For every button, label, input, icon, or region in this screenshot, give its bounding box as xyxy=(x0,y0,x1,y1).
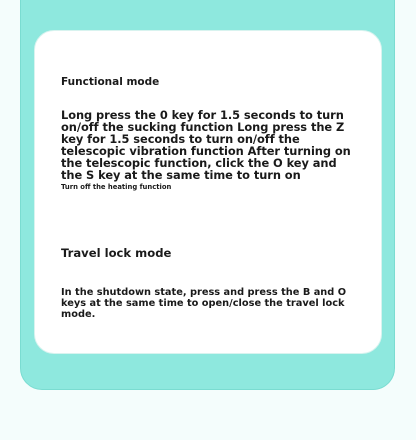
travel-lock-heading: Travel lock mode xyxy=(61,246,172,260)
heating-function-note: Turn off the heating function xyxy=(61,183,172,191)
functional-mode-heading: Functional mode xyxy=(61,76,160,88)
travel-lock-description: In the shutdown state, press and press the B and O keys at the same time to open/close the travel lock mode. xyxy=(61,287,347,320)
functional-mode-description: Long press the 0 key for 1.5 seconds to turn on/off the sucking function Long press the Z key for 1.5 seconds to turn on/off the telescopic vibration function After turning on the telescopic function, click the O key and the S key at the same time to turn on xyxy=(61,108,351,182)
